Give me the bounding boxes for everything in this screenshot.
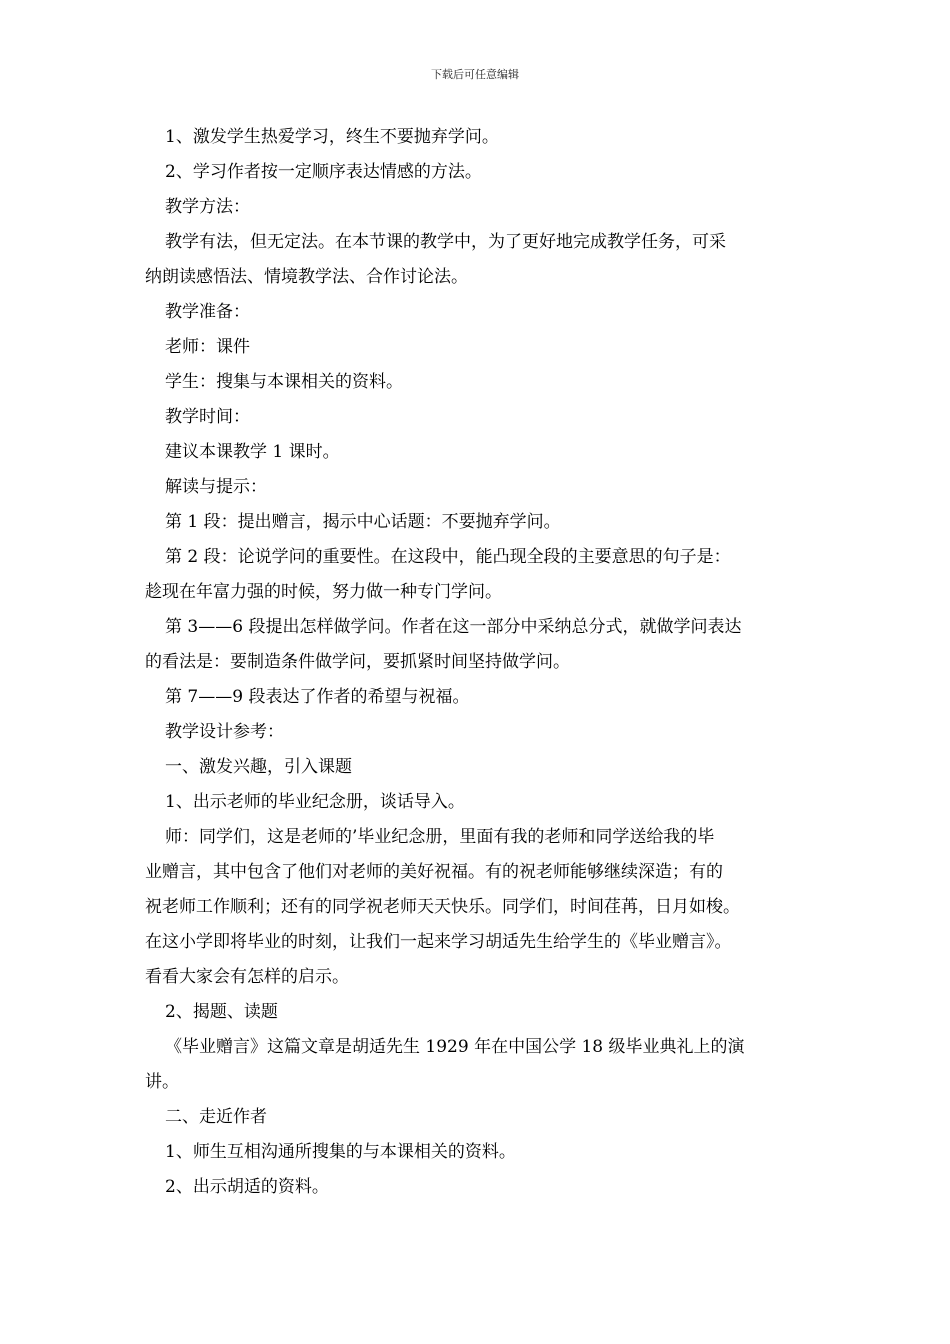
paragraph-student: 学生：搜集与本课相关的资料。 xyxy=(165,372,403,392)
text-line: 业赠言，其中包含了他们对老师的美好祝福。有的祝老师能够继续深造；有的 xyxy=(145,862,723,882)
heading-teaching-method: 教学方法： xyxy=(165,197,250,217)
text-line: 在这小学即将毕业的时刻，让我们一起来学习胡适先生给学生的《毕业赠言》。 xyxy=(145,932,732,952)
paragraph-step-2-2: 2、出示胡适的资料。 xyxy=(165,1177,329,1197)
paragraph-section-7-9: 第 7——9 段表达了作者的希望与祝福。 xyxy=(165,687,470,707)
text-line: 趁现在年富力强的时候，努力做一种专门学问。 xyxy=(145,582,502,602)
paragraph-about-text xyxy=(145,1030,815,1100)
paragraph-teacher-speech xyxy=(145,820,815,995)
paragraph-step-2: 2、揭题、读题 xyxy=(165,1002,278,1022)
paragraph-teacher: 老师：课件 xyxy=(165,337,250,357)
text-line: 纳朗读感悟法、情境教学法、合作讨论法。 xyxy=(145,267,468,287)
text-line: 教学有法，但无定法。在本节课的教学中，为了更好地完成教学任务，可采 xyxy=(165,232,726,252)
text-line: 第 2 段：论说学问的重要性。在这段中，能凸现全段的主要意思的句子是： xyxy=(165,547,731,567)
heading-interpretation: 解读与提示： xyxy=(165,477,267,497)
paragraph-goal-1: 1、激发学生热爱学习，终生不要抛弃学问。 xyxy=(165,127,499,147)
paragraph-teaching-method xyxy=(145,225,815,295)
paragraph-step-2-1: 1、师生互相沟通所搜集的与本课相关的资料。 xyxy=(165,1142,516,1162)
text-line: 的看法是：要制造条件做学问，要抓紧时间坚持做学问。 xyxy=(145,652,570,672)
text-line: 看看大家会有怎样的启示。 xyxy=(145,967,349,987)
page-header: 下载后可任意编辑 xyxy=(431,68,519,81)
heading-part-2: 二、走近作者 xyxy=(165,1107,267,1127)
paragraph-goal-2: 2、学习作者按一定顺序表达情感的方法。 xyxy=(165,162,482,182)
text-line: 祝老师工作顺利；还有的同学祝老师天天快乐。同学们，时间荏苒，日月如梭。 xyxy=(145,897,740,917)
paragraph-section-1: 第 1 段：提出赠言，揭示中心话题：不要抛弃学问。 xyxy=(165,512,561,532)
paragraph-section-2 xyxy=(145,540,815,610)
paragraph-step-1: 1、出示老师的毕业纪念册，谈话导入。 xyxy=(165,792,465,812)
paragraph-time: 建议本课教学 1 课时。 xyxy=(165,442,340,462)
heading-teaching-time: 教学时间： xyxy=(165,407,250,427)
document-body xyxy=(145,120,815,1205)
text-line: 《毕业赠言》这篇文章是胡适先生 1929 年在中国公学 18 级毕业典礼上的演 xyxy=(165,1037,745,1057)
text-line: 师：同学们，这是老师的’毕业纪念册，里面有我的老师和同学送给我的毕 xyxy=(165,827,715,847)
text-line: 第 3——6 段提出怎样做学问。作者在这一部分中采纳总分式，就做学问表达 xyxy=(165,617,742,637)
heading-part-1: 一、激发兴趣，引入课题 xyxy=(165,757,352,777)
heading-preparation: 教学准备： xyxy=(165,302,250,322)
text-line: 讲。 xyxy=(145,1072,179,1092)
heading-design-reference: 教学设计参考： xyxy=(165,722,284,742)
paragraph-section-3-6 xyxy=(145,610,815,680)
